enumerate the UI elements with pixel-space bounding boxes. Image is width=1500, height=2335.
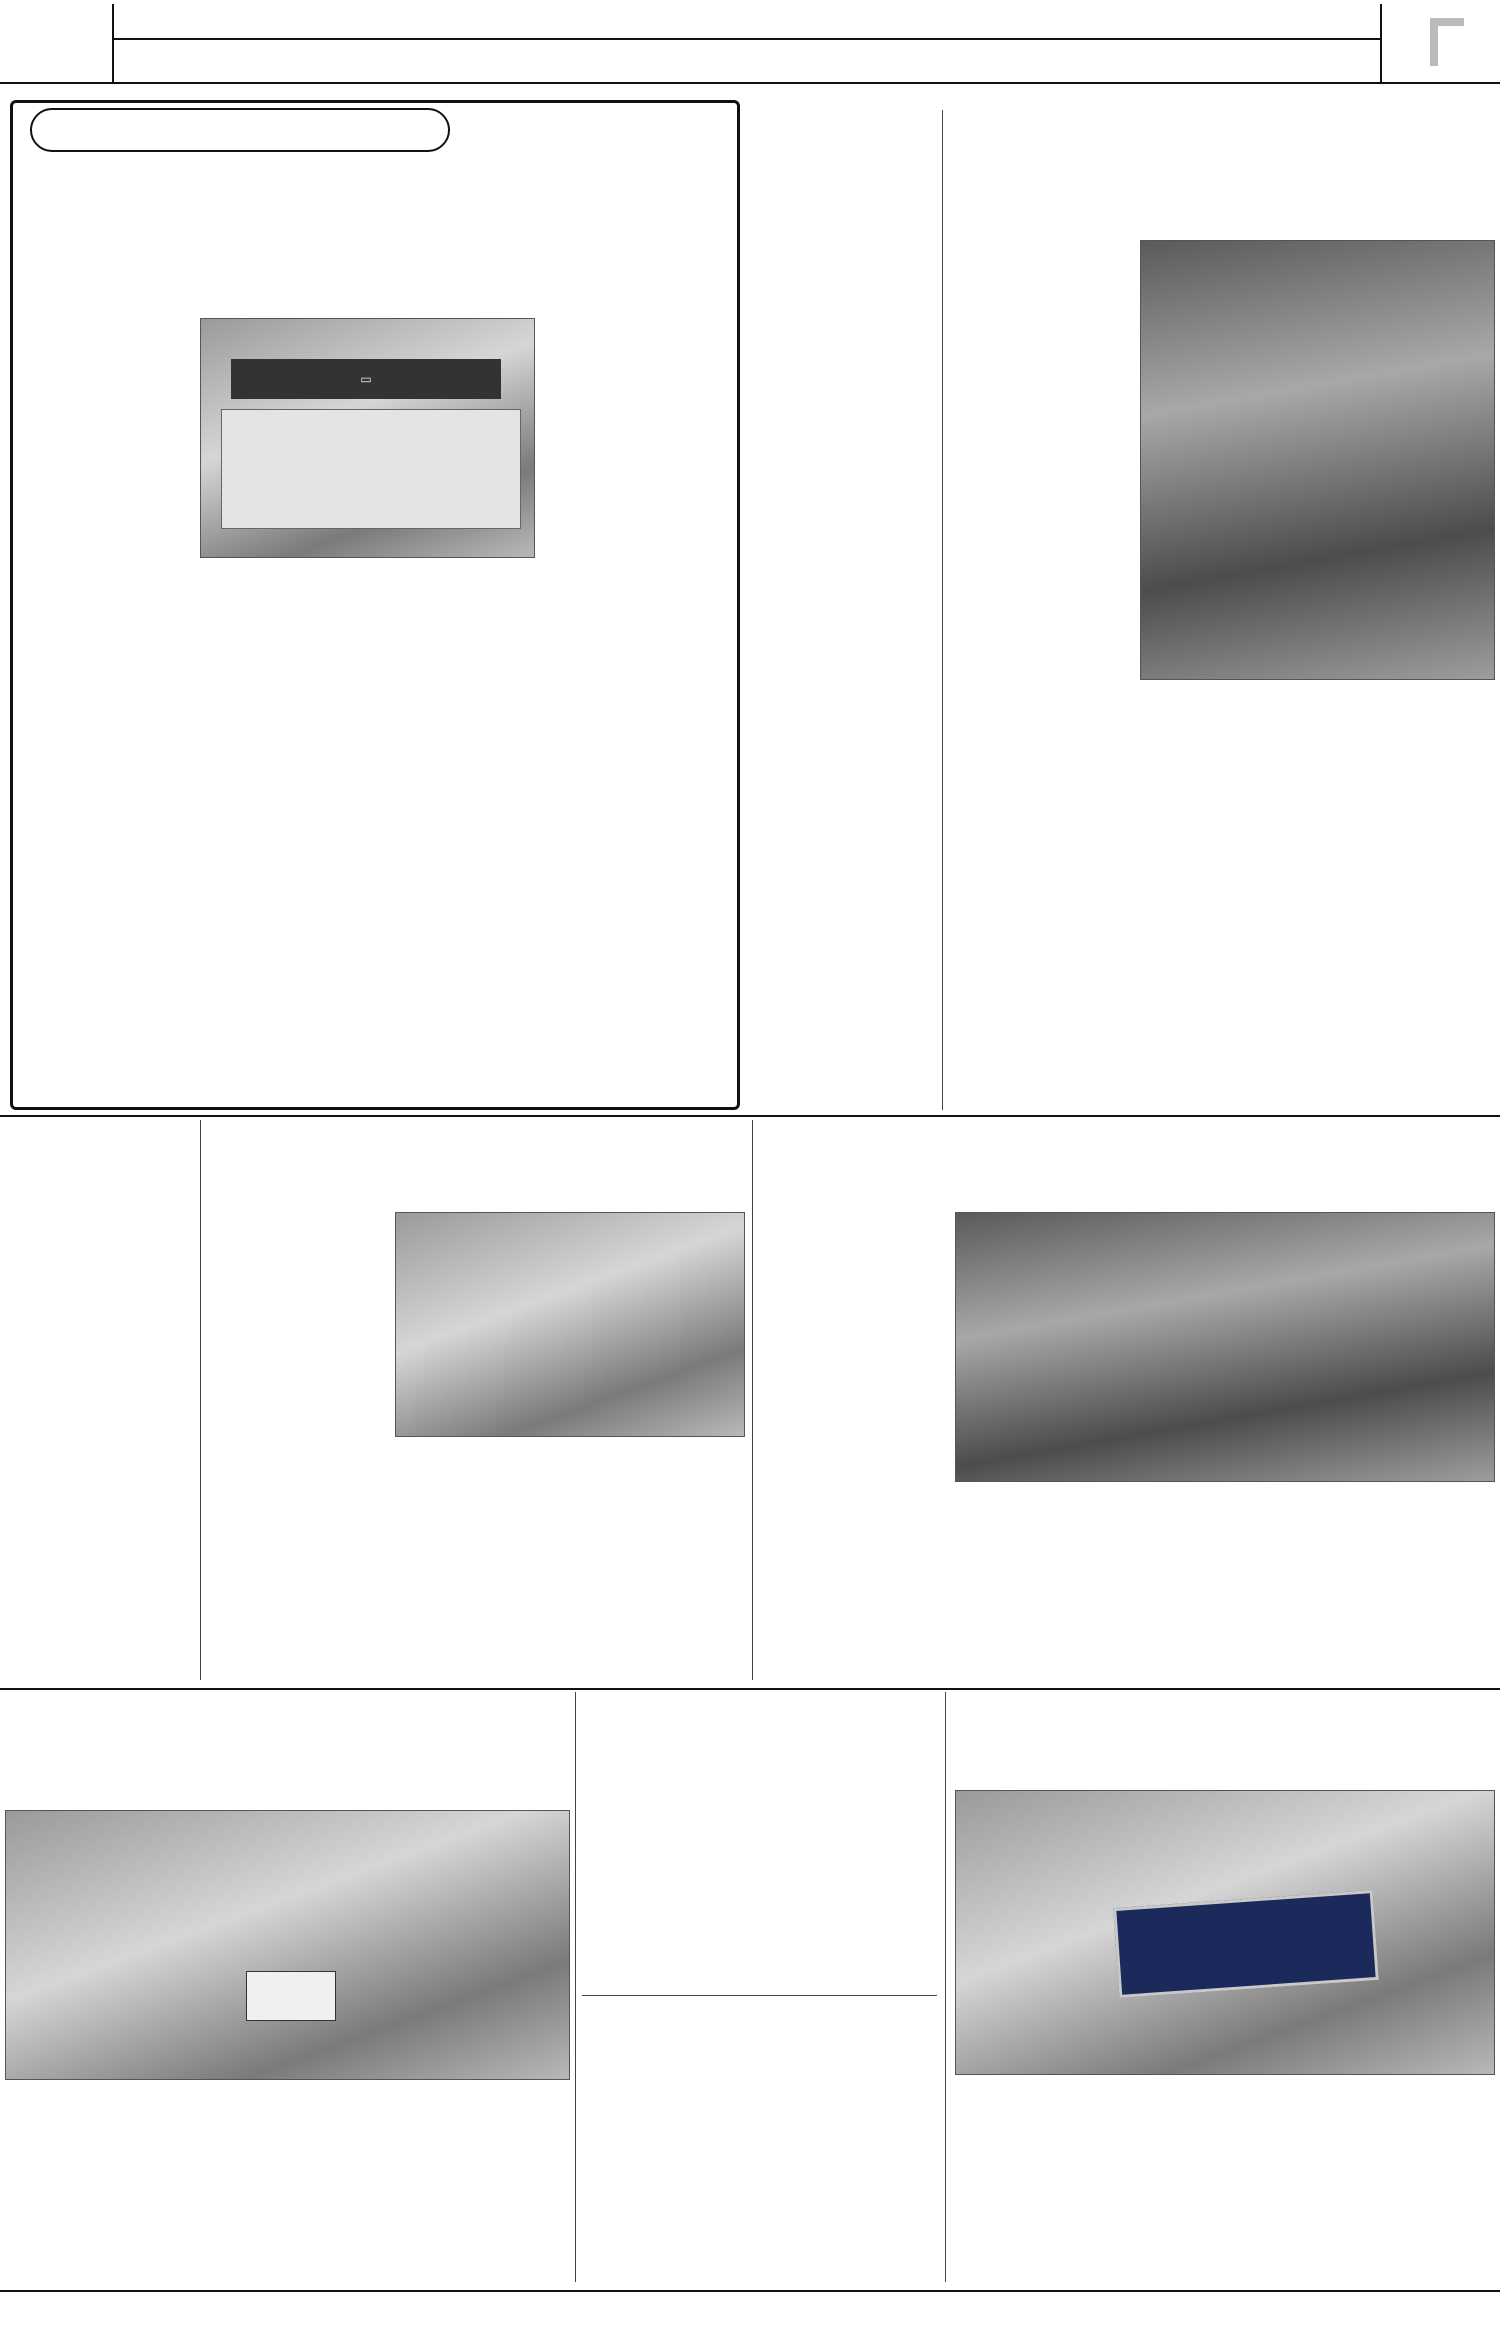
story10-headline (955, 1700, 1495, 1785)
banner-title (1116, 1893, 1369, 1911)
story7-headline (5, 1690, 570, 1805)
story3-body (950, 240, 1130, 695)
story1-kicker (30, 108, 450, 152)
story5-headline (210, 1125, 750, 1205)
masthead-logo (8, 8, 108, 78)
masthead-divider (112, 4, 114, 82)
story5-body (210, 1212, 390, 1432)
story9-headline (582, 2000, 937, 2044)
story3-photo (1140, 240, 1495, 680)
story6-body (760, 1212, 945, 1682)
story8-headline (582, 1712, 937, 1758)
story1-body-left (20, 305, 190, 1095)
story9-body (582, 2050, 937, 2280)
school-building (221, 409, 521, 529)
story10-photo (955, 1790, 1495, 2075)
story4-body (5, 1200, 195, 1670)
story5-body-bottom (210, 1462, 745, 1672)
story6-body2 (955, 1508, 1495, 1673)
school-signboard: ▭ (231, 359, 501, 399)
story6-headline (760, 1125, 1495, 1205)
inner-wheel-banner (1113, 1890, 1379, 1998)
story7-body (5, 2110, 570, 2280)
column-rule (945, 1692, 946, 2282)
top-rule (0, 82, 1500, 84)
column-rule (200, 1120, 201, 1680)
story-rule (582, 1995, 937, 1996)
story6-photo (955, 1212, 1495, 1482)
story1-body-bottom (200, 590, 730, 700)
masthead-rule (112, 38, 1382, 40)
masthead-divider-right (1380, 4, 1382, 82)
story5-photo (395, 1212, 745, 1437)
story2-body (758, 232, 936, 1102)
column-rule (752, 1120, 753, 1680)
story8-body (582, 1762, 937, 1992)
story7-photo (5, 1810, 570, 2080)
story3-body-bottom (950, 705, 1495, 1105)
aids-day-banner (246, 1971, 336, 2021)
story3-headline (950, 150, 1495, 230)
row-rule-3 (0, 2290, 1500, 2292)
story1-headline (20, 165, 735, 295)
corner-mark (1430, 18, 1464, 66)
column-rule (942, 110, 943, 1110)
story10-body (955, 2102, 1495, 2282)
story4-headline (5, 1148, 195, 1192)
row-rule-1 (0, 1115, 1500, 1117)
column-rule (575, 1692, 576, 2282)
banner-subtitle (1116, 1893, 1369, 1911)
story1-photo (200, 318, 535, 558)
